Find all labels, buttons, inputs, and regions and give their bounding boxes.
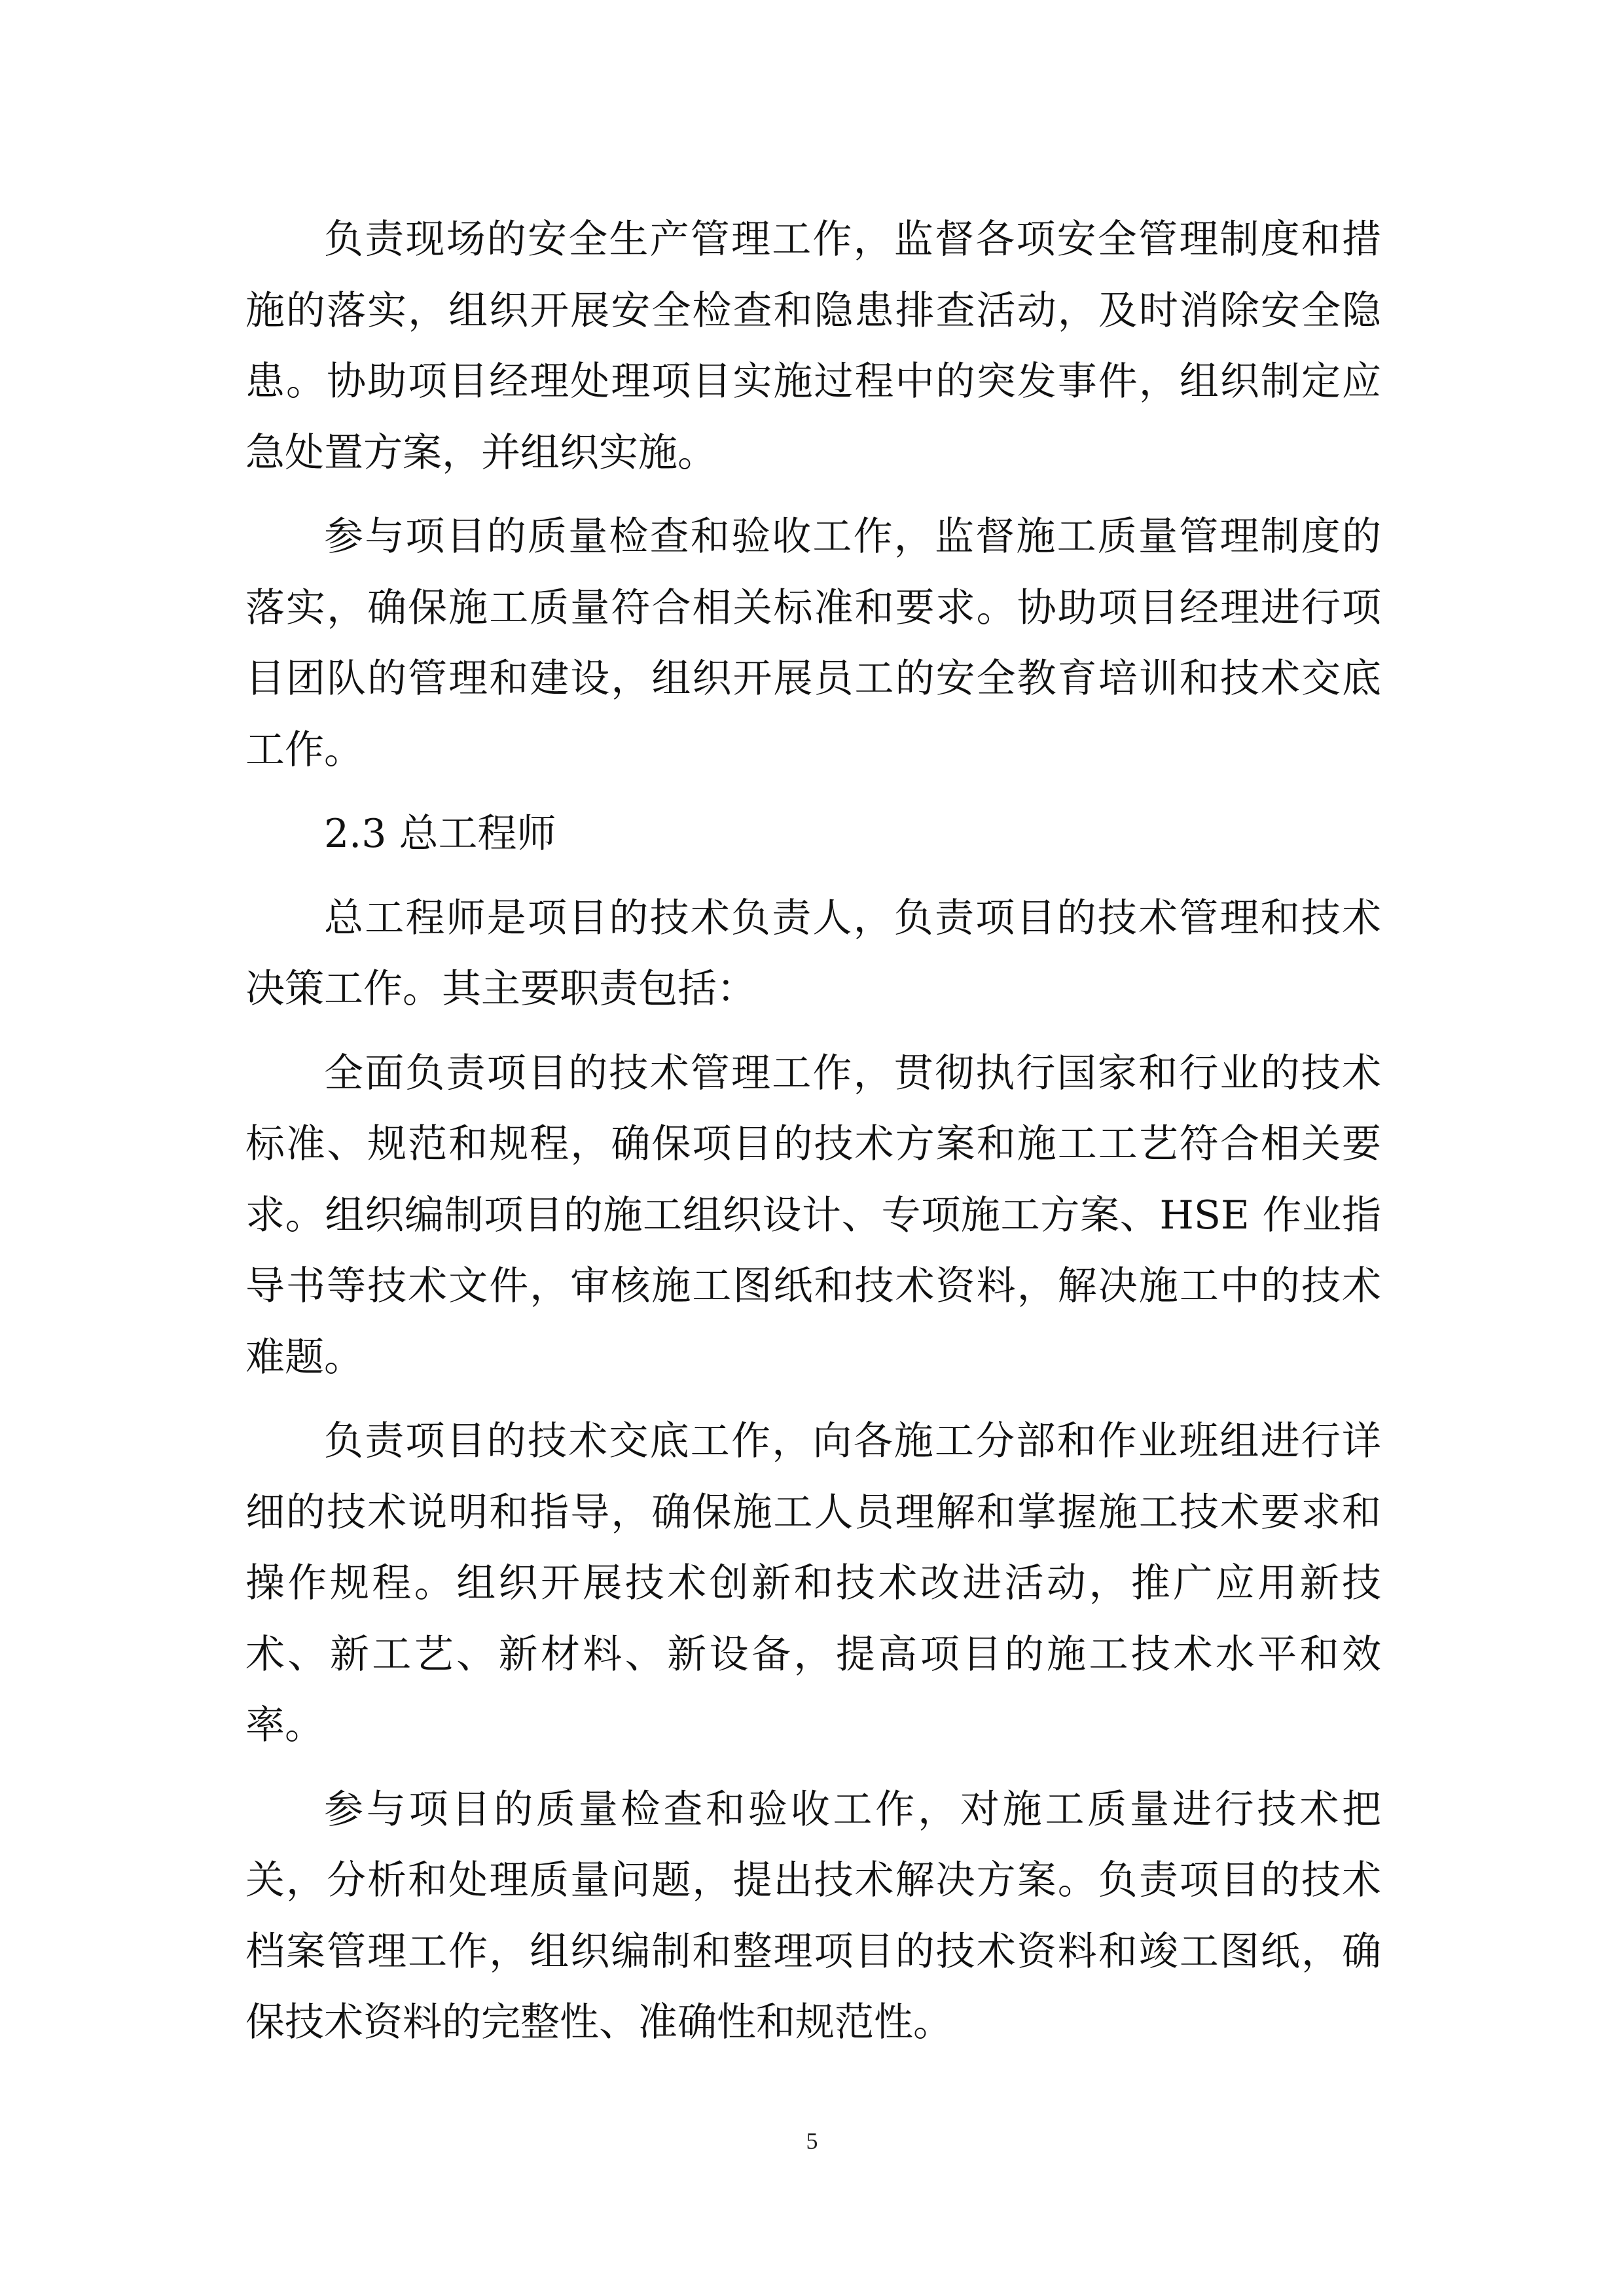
document-body [245, 204, 1381, 2072]
paragraph-safety-management: 负责现场的安全生产管理工作，监督各项安全管理制度和措施的落实，组织开展安全检查和隐患排查活动，及时消除安全隐患。协助项目经理处理项目实施过程中的突发事件，组织制定应急处置方案，并组织实施。 [245, 217, 1381, 476]
page-number: 5 [806, 2128, 818, 2154]
paragraph-technical-management: 全面负责项目的技术管理工作，贯彻执行国家和行业的技术标准、规范和规程，确保项目的技术方案和施工工艺符合相关要求。组织编制项目的施工组织设计、专项施工方案、HSE 作业指导书等技术文件，审核施工图纸和技术资料，解决施工中的技术难题。 [245, 1050, 1381, 1380]
paragraph-technical-quality: 参与项目的质量检查和验收工作，对施工质量进行技术把关，分析和处理质量问题，提出技术解决方案。负责项目的技术档案管理工作，组织编制和整理项目的技术资料和竣工图纸，确保技术资料的完整性、准确性和规范性。 [245, 1786, 1381, 2045]
paragraph-quality-inspection: 参与项目的质量检查和验收工作，监督施工质量管理制度的落实，确保施工质量符合相关标准和要求。协助项目经理进行项目团队的管理和建设，组织开展员工的安全教育培训和技术交底工作。 [245, 514, 1381, 773]
paragraph-technical-briefing: 负责项目的技术交底工作，向各施工分部和作业班组进行详细的技术说明和指导，确保施工人员理解和掌握施工技术要求和操作规程。组织开展技术创新和技术改进活动，推广应用新技术、新工艺、新材料、新设备，提高项目的施工技术水平和效率。 [245, 1418, 1381, 1748]
section-heading-chief-engineer: 2.3 总工程师 [324, 811, 556, 857]
paragraph-chief-engineer-intro: 总工程师是项目的技术负责人，负责项目的技术管理和技术决策工作。其主要职责包括： [245, 895, 1381, 1012]
